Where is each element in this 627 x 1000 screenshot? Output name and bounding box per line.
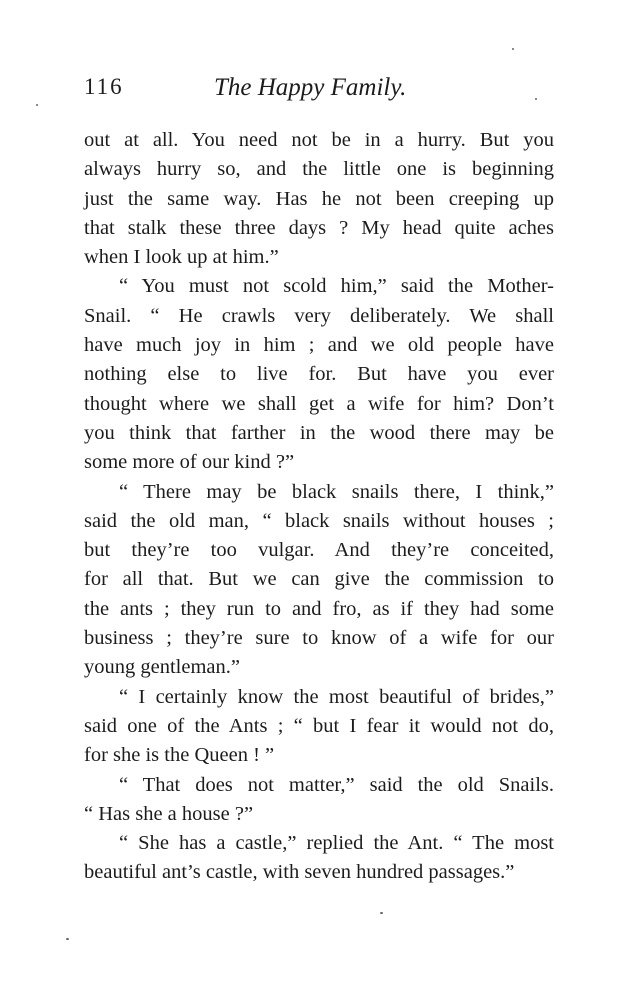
- body-text: [84, 126, 554, 888]
- text-line: “ She has a castle,” replied the Ant. “ The most: [119, 832, 554, 855]
- text-line: said the old man, “ black snails without houses ;: [84, 509, 554, 532]
- text-line: you think that farther in the wood there may be: [84, 421, 554, 444]
- text-line: for all that. But we can give the commission to: [84, 568, 554, 591]
- page-header: [84, 74, 556, 106]
- text-line: nothing else to live for. But have you ever: [84, 363, 554, 386]
- text-line: always hurry so, and the little one is beginning: [84, 158, 554, 181]
- text-line: just the same way. Has he not been creeping up: [84, 187, 554, 210]
- text-line: business ; they’re sure to know of a wife for our: [84, 627, 554, 650]
- running-title: The Happy Family.: [214, 74, 407, 101]
- print-speck: [512, 48, 514, 50]
- text-line: said one of the Ants ; “ but I fear it would not do,: [84, 714, 554, 737]
- text-line: Snail. “ He crawls very deliberately. We shall: [84, 304, 554, 327]
- text-line: the ants ; they run to and fro, as if they had some: [84, 597, 554, 620]
- text-line: young gentleman.”: [84, 656, 240, 679]
- text-line: have much joy in him ; and we old people have: [84, 334, 554, 357]
- page-number: 116: [84, 74, 124, 99]
- print-speck: [36, 104, 38, 106]
- text-line: “ That does not matter,” said the old Snails.: [119, 773, 554, 796]
- text-line: that stalk these three days ? My head quite aches: [84, 216, 554, 239]
- text-line: “ There may be black snails there, I think,”: [119, 480, 554, 503]
- text-line: but they’re too vulgar. And they’re conceited,: [84, 539, 554, 562]
- text-line: thought where we shall get a wife for him? Don’t: [84, 392, 554, 415]
- text-line: beautiful ant’s castle, with seven hundred passages.”: [84, 861, 515, 884]
- text-line: some more of our kind ?”: [84, 451, 295, 474]
- print-speck: [66, 938, 69, 940]
- text-line: when I look up at him.”: [84, 246, 279, 269]
- text-line: “ I certainly know the most beautiful of brides,”: [119, 685, 554, 708]
- text-line: for she is the Queen ! ”: [84, 744, 275, 767]
- text-line: “ Has she a house ?”: [84, 802, 254, 825]
- text-line: “ You must not scold him,” said the Mother-: [119, 275, 554, 298]
- print-speck: [380, 912, 383, 914]
- print-speck: [535, 98, 537, 100]
- text-line: out at all. You need not be in a hurry. But you: [84, 129, 554, 151]
